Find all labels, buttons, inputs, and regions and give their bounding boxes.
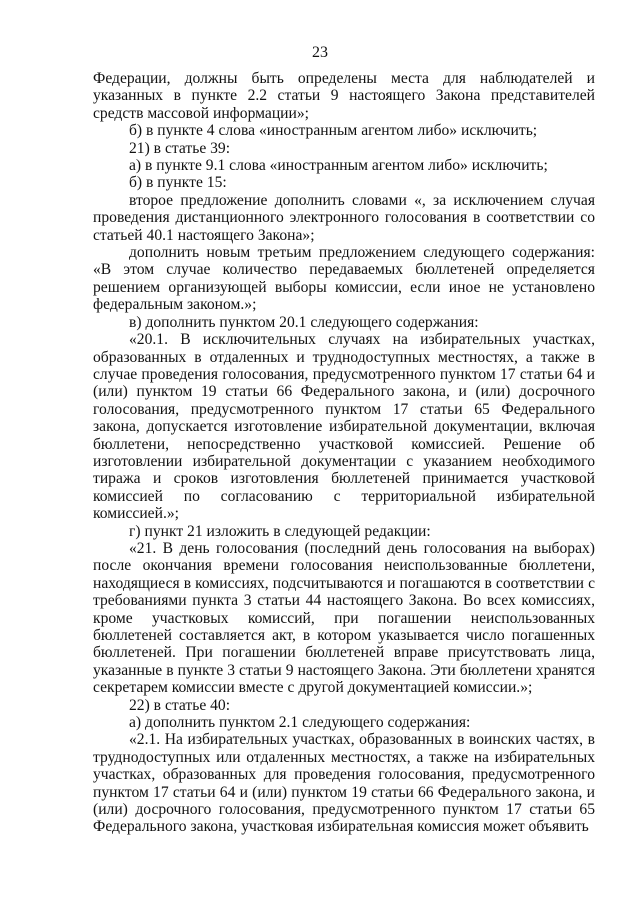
paragraph: б) в пункте 4 слова «иностранным агентом либо» исключить; xyxy=(129,122,538,140)
paragraph: г) пункт 21 изложить в следующей редакции: xyxy=(129,522,431,540)
paragraph: Федерации, должны быть определены места для наблюдателей и указанных в пункте 2.2 статьи 9 настоящего Закона представителей средств массовой информации»; xyxy=(93,70,595,122)
paragraph: «20.1. В исключительных случаях на избирательных участках, образованных в отдаленных и труднодоступных местностях, а также в случае проведения голосования, предусмотренного пунктом 17 статьи 64 и (или) пунктом 19 статьи 66 Федерального закона, и (или) досрочного голосования, предусмотренного пунктом 17 статьи 65 Федерального закона, допускается изготовление избирательной документации, включая бюллетени, непосредственно участковой комиссией. Решение об изготовлении избирательной документации с указанием необходимого тиража и сроков изготовления бюллетеней принимается участковой комиссией по согласованию с территориальной избирательной комиссией.»; xyxy=(93,331,595,523)
paragraph: в) дополнить пунктом 20.1 следующего содержания: xyxy=(129,313,479,331)
paragraph: 21) в статье 39: xyxy=(129,139,231,157)
document-body xyxy=(93,70,595,836)
page-number: 23 xyxy=(312,44,328,61)
paragraph: второе предложение дополнить словами «, за исключением случая проведения дистанционного электронного голосования в соответствии со статьей 40.1 настоящего Закона»; xyxy=(93,191,595,244)
paragraph: дополнить новым третьим предложением следующего содержания: «В этом случае количество передаваемых бюллетеней определяется решением организующей выборы комиссии, если иное не установлено федеральным законом.»; xyxy=(93,244,595,314)
paragraph: «21. В день голосования (последний день голосования на выборах) после окончания времени голосования неиспользованные бюллетени, находящиеся в комиссиях, подсчитываются и погашаются в соответствии с требованиями пункта 3 статьи 44 настоящего Закона. Во всех комиссиях, кроме участковых комиссий, при погашении неиспользованных бюллетеней составляется акт, в котором указывается число погашенных бюллетеней. При погашении бюллетеней вправе присутствовать лица, указанные в пункте 3 статьи 9 настоящего Закона. Эти бюллетени хранятся секретарем комиссии вместе с другой документацией комиссии.»; xyxy=(93,539,595,697)
paragraph: б) в пункте 15: xyxy=(129,174,227,192)
paragraph: а) в пункте 9.1 слова «иностранным агентом либо» исключить; xyxy=(129,157,548,175)
paragraph: 22) в статье 40: xyxy=(129,696,231,714)
paragraph: а) дополнить пунктом 2.1 следующего содержания: xyxy=(129,714,471,732)
paragraph: «2.1. На избирательных участках, образованных в воинских частях, в труднодоступных или отдаленных местностях, а также на избирательных участках, образованных для проведения голосования, предусмотренного пунктом 17 статьи 64 и (или) пунктом 19 статьи 66 Федерального закона, и (или) досрочного голосования, предусмотренного пунктом 17 статьи 65 Федерального закона, участковая избирательная комиссия может объявить xyxy=(93,731,595,836)
